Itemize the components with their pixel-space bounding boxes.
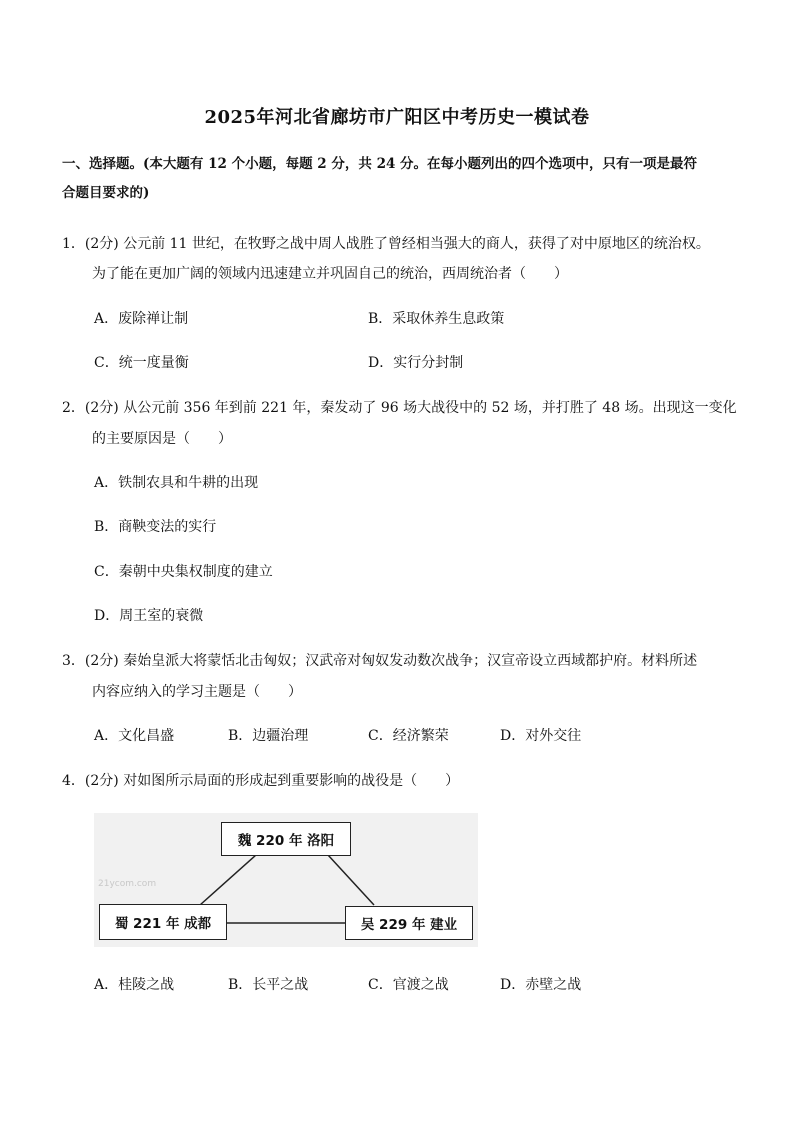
question-2-option-c[interactable]: C．秦朝中央集权制度的建立 [94, 564, 273, 580]
question-4-stem: 4．(2分) 对如图所示局面的形成起到重要影响的战役是（ ） [62, 773, 460, 789]
question-1-option-a[interactable]: A．废除禅让制 [94, 311, 189, 327]
question-4-option-b[interactable]: B．长平之战 [228, 977, 309, 993]
question-2-stem-line-2: 的主要原因是（ ） [92, 431, 232, 447]
question-1-stem-line-1: 1．(2分) 公元前 11 世纪，在牧野之战中周人战胜了曾经相当强大的商人，获得了对中原地区的统治权。 [62, 236, 710, 252]
three-kingdoms-diagram [94, 813, 478, 947]
connector-wei-wu [328, 855, 374, 905]
question-4-option-d[interactable]: D．赤壁之战 [500, 977, 582, 993]
question-4-option-a[interactable]: A．桂陵之战 [94, 977, 175, 993]
shu-box: 蜀 221 年 成都 [99, 904, 227, 940]
question-1-option-b[interactable]: B．采取休养生息政策 [368, 311, 505, 327]
section-instructions-line-1: 一、选择题。(本大题有 12 个小题，每题 2 分，共 24 分。在每小题列出的四个选项中，只有一项是最符 [62, 156, 698, 172]
question-1-option-d[interactable]: D．实行分封制 [368, 355, 464, 371]
question-3-stem-line-2: 内容应纳入的学习主题是（ ） [92, 684, 302, 700]
question-1-option-c[interactable]: C．统一度量衡 [94, 355, 189, 371]
question-3-stem-line-1: 3．(2分) 秦始皇派大将蒙恬北击匈奴；汉武帝对匈奴发动数次战争；汉宣帝设立西域都护府。材料所述 [62, 653, 698, 669]
question-1-stem-line-2: 为了能在更加广阔的领域内迅速建立并巩固自己的统治，西周统治者（ ） [92, 266, 568, 282]
question-4-option-c[interactable]: C．官渡之战 [368, 977, 449, 993]
wei-box: 魏 220 年 洛阳 [221, 822, 351, 856]
question-3-option-b[interactable]: B．边疆治理 [228, 728, 309, 744]
exam-title: 2025年河北省廊坊市广阳区中考历史一模试卷 [204, 107, 590, 128]
watermark: 21ycom.com [98, 879, 157, 889]
question-2-option-a[interactable]: A．铁制农具和牛耕的出现 [94, 475, 259, 491]
wu-box: 吴 229 年 建业 [345, 906, 473, 940]
section-heading [62, 150, 742, 208]
question-3-option-c[interactable]: C．经济繁荣 [368, 728, 449, 744]
question-3-option-a[interactable]: A．文化昌盛 [94, 728, 175, 744]
question-3-option-d[interactable]: D．对外交往 [500, 728, 582, 744]
question-2-option-b[interactable]: B．商鞅变法的实行 [94, 519, 217, 535]
question-2-stem-line-1: 2．(2分) 从公元前 356 年到前 221 年，秦发动了 96 场大战役中的 52 场，并打胜了 48 场。出现这一变化 [62, 400, 737, 416]
question-2-option-d[interactable]: D．周王室的衰微 [94, 608, 204, 624]
section-instructions-line-2: 合题目要求的) [62, 185, 150, 201]
connector-wei-shu [200, 855, 256, 905]
